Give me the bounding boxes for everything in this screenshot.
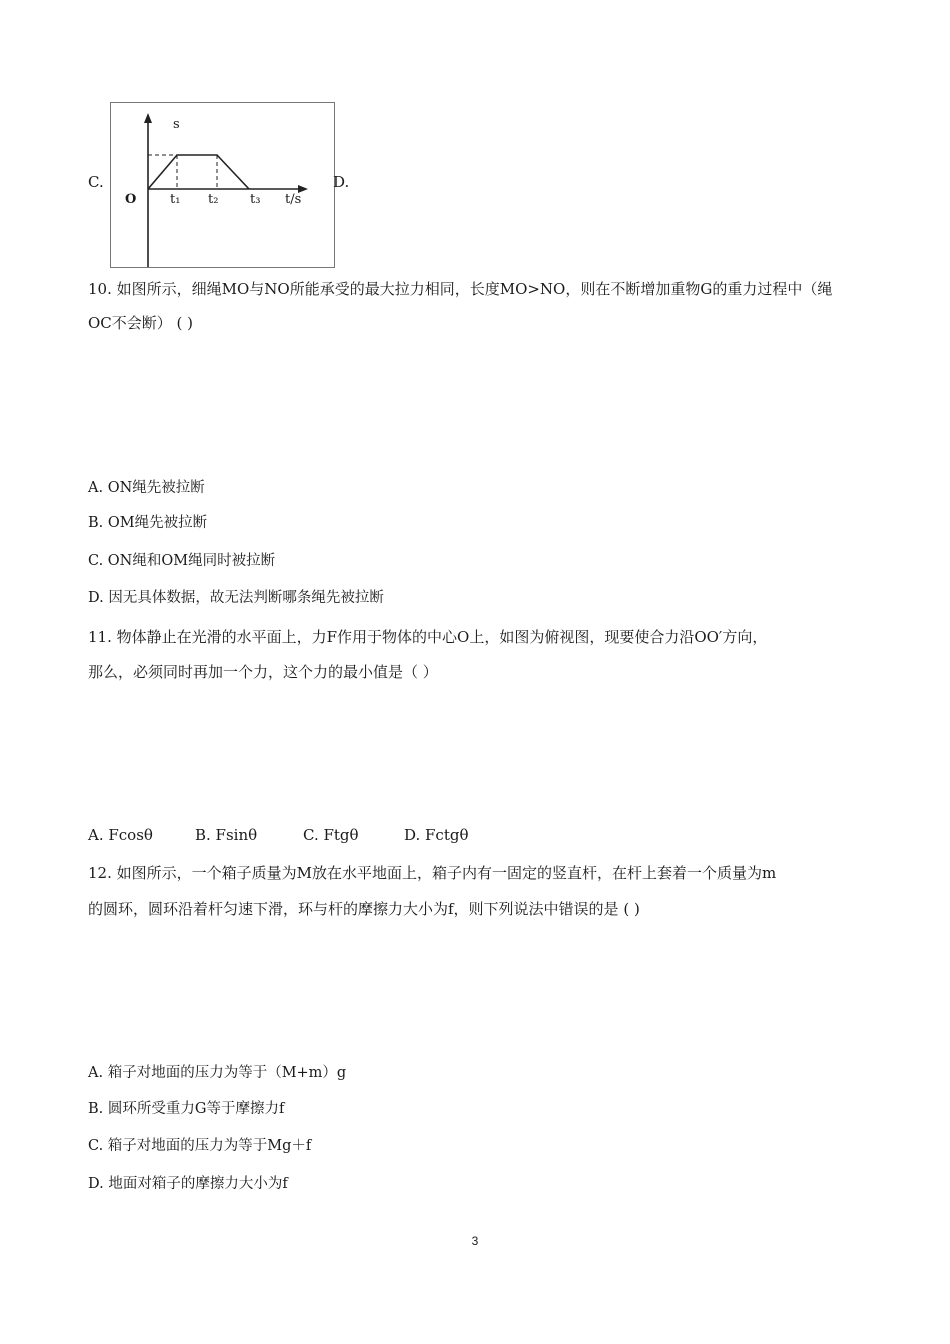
q11-option-a: A. Fcosθ bbox=[88, 826, 153, 844]
q12-option-d: D. 地面对箱子的摩擦力大小为f bbox=[88, 1176, 288, 1192]
q12-stem-line2: 的圆环，圆环沿着杆匀速下滑，环与杆的摩擦力大小为f，则下列说法中错误的是 ( ) bbox=[88, 900, 640, 918]
s-t-graph-figure bbox=[110, 102, 335, 268]
t3-tick-label: t₃ bbox=[250, 192, 261, 207]
origin-label: O bbox=[125, 192, 137, 207]
q12-stem-line1: 12. 如图所示，一个箱子质量为M放在水平地面上，箱子内有一固定的竖直杆，在杆上套着一个质量为m bbox=[88, 864, 777, 882]
x-axis-label: t/s bbox=[285, 192, 302, 207]
q11-option-d: D. Fctgθ bbox=[404, 826, 469, 844]
q11-option-c: C. Ftgθ bbox=[303, 826, 359, 844]
y-axis-label: s bbox=[173, 117, 180, 132]
q12-option-a: A. 箱子对地面的压力为等于（M+m）g bbox=[88, 1065, 347, 1081]
q10-option-a: A. ON绳先被拉断 bbox=[88, 480, 205, 496]
page-number: 3 bbox=[471, 1234, 479, 1248]
q11-stem-line2: 那么，必须同时再加一个力，这个力的最小值是（ ） bbox=[88, 663, 438, 681]
q11-options-row bbox=[88, 826, 469, 844]
q12-option-b: B. 圆环所受重力G等于摩擦力f bbox=[88, 1101, 285, 1117]
option-c-label: C. bbox=[88, 173, 104, 191]
q12-option-c: C. 箱子对地面的压力为等于Mg＋f bbox=[88, 1138, 312, 1154]
q10-option-d: D. 因无具体数据，故无法判断哪条绳先被拉断 bbox=[88, 590, 384, 606]
t2-tick-label: t₂ bbox=[208, 192, 219, 207]
y-axis-arrow bbox=[144, 113, 152, 123]
option-d-label: D. bbox=[333, 173, 350, 191]
q11-stem-line1: 11. 物体静止在光滑的水平面上，力F作用于物体的中心O上，如图为俯视图，现要使合力沿OO′方向， bbox=[88, 628, 768, 646]
t1-tick-label: t₁ bbox=[170, 192, 181, 207]
q11-option-b: B. Fsinθ bbox=[195, 826, 258, 844]
q10-stem-line2: OC不会断） ( ) bbox=[88, 314, 194, 332]
q10-option-b: B. OM绳先被拉断 bbox=[88, 515, 208, 531]
q10-stem-line1: 10. 如图所示，细绳MO与NO所能承受的最大拉力相同，长度MO>NO，则在不断增加重物G的重力过程中（绳 bbox=[88, 280, 833, 298]
s-t-graph bbox=[111, 103, 336, 269]
s-t-curve bbox=[148, 155, 249, 189]
q10-option-c: C. ON绳和OM绳同时被拉断 bbox=[88, 553, 276, 569]
